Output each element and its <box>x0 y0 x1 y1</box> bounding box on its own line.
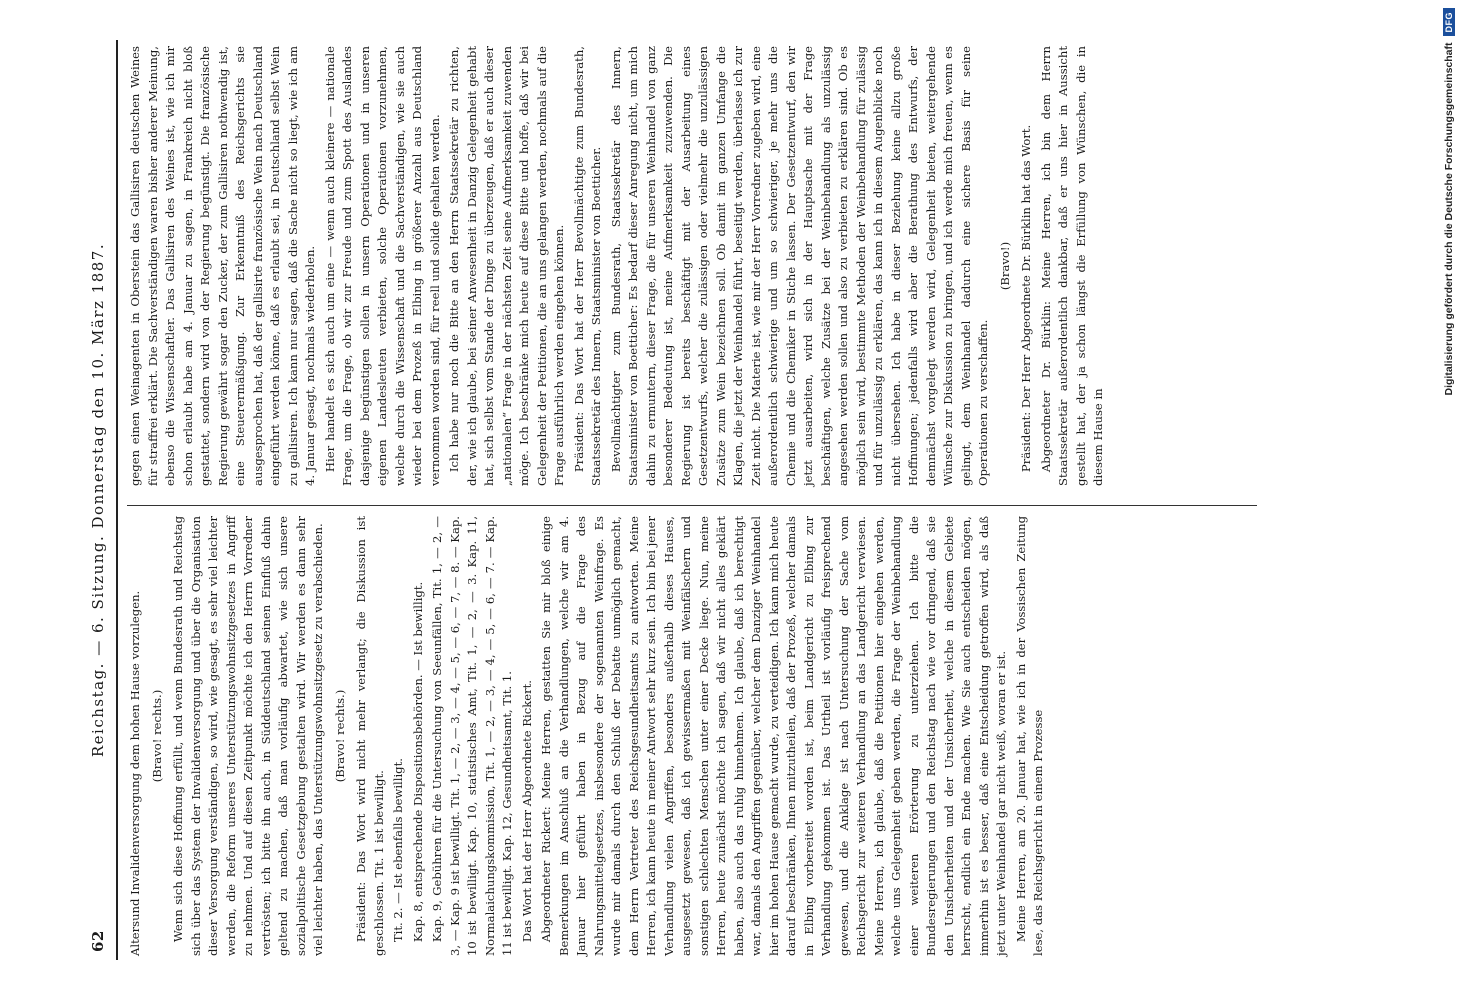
paragraph: Kap. 9, Gebühren für die Untersuchung von Seeunfällen, Tit. 1, — 2, — 3, — Kap. 9 ist bewilligt. Tit. 1, — 2, — 3, — 4, — 5, — 6, — 7, — 8. — Kap. 10 ist bewilligt. Kap. 10, statistisches Amt, Tit. 1, — 2, — 3. Kap. 11, Normalaichungskommission, Tit. 1, — 2, — 3, — 4, — 5, — 6, — 7. — Kap. 11 ist bewilligt. Kap. 12, Gesundheitsamt, Tit. 1. <box>430 516 514 956</box>
paragraph: Tit. 2. — Ist ebenfalls bewilligt. <box>391 758 405 943</box>
paragraph: Ich habe nur noch die Bitte an den Herrn Staatssekretär zu richten, der, wie ich glaube, bei seiner Anwesenheit in Danzig Gelegenheit gehabt hat, sich selbst vom Stande der Dinge zu überzeugen, daß er auch dieser „nationalen“ Frage in der nächsten Zeit seine Aufmerksamkeit zuwenden möge. Ich beschränke mich heute auf diese Bitte und hoffe, daß wir bei Gelegenheit der Petitionen, die an uns gelangen werden, nochmals auf die Frage ausführlich werden eingehen können. <box>447 46 566 486</box>
running-title: Reichstag. — 6. Sitzung. Donnerstag den 10. März 1887. <box>89 242 107 758</box>
paragraph: Präsident: Der Herr Abgeordnete Dr. Bürklin hat das Wort. <box>1019 124 1033 473</box>
paragraph: Hier handelt es sich auch um eine — wenn auch kleinere — nationale Frage, um die Frage, ob wir zur Freude und zum Spott des Auslandes dasjenige begünstigen sollen in unsern Operationen und in unseren eigenen Landesleuten verbieten, solche Operationen vorzunehmen, welche durch die Wissenschaft und die Sachverständigen, wie sie auch wieder bei dem Prozeß in Elbing in größerer Anzahl aus Deutschland vernommen worden sind, für reell und solide gehalten werden. <box>322 46 442 486</box>
reaction: (Bravo! rechts.) <box>332 689 347 783</box>
paragraph: Kap. 8, entsprechende Dispositionsbehörden. — Ist bewilligt. <box>410 581 425 943</box>
paragraph: Das Wort hat der Herr Abgeordnete Rickert. <box>519 680 534 943</box>
reaction: (Bravo!) <box>997 241 1012 291</box>
funding-note <box>1398 0 1455 1000</box>
paragraph: Abgeordneter Rickert: Meine Herren, gestatten Sie mir bloß einige Bemerkungen im Anschluß an die Verhandlungen, welche wir am 4. Januar hier geführt haben in Bezug auf die Frage des Nahrungsmittelgesetzes, insbesondere der sogenannten Weinfrage. Es wurde mir damals durch den Schluß der Debatte unmöglich gemacht, dem Herrn Vertreter des Reichsgesundheitsamts zu antworten. Meine Herren, ich kann heute in meiner Antwort sehr kurz sein. Ich bin bei jener Verhandlung vielen Angriffen, besonders außerhalb dieses Hauses, ausgesetzt gewesen, daß ich gewissermaßen mit Weinfälschern und sonstigen schlechten Menschen unter einer Decke liege. Nun, meine Herren, heute zunächst möchte ich sagen, daß wir nicht alles geklärt haben, also auch das ruhig hinnehmen. Ich glaube, daß ich berechtigt war, damals den Angriffen gegenüber, welcher dem Danziger Weinhandel hier im hohen Hause gemacht wurde, zu verteidigen. Ich kann mich heute darauf beschränken, Ihnen mitzutheilen, daß der Prozeß, welcher damals in Elbing vorbereitet worden ist, beim Landgericht zu Elbing zur Verhandlung gekommen ist. Das Urtheil ist vorläufig freisprechend gewesen, und die Anklage ist nach Untersuchung der Sache vom Reichsgericht zur weiteren Verhandlung an das Landgericht verwiesen. Meine Herren, ich glaube, daß die Petitionen hier eingehen werden, welche uns Gelegenheit geben werden, die Frage der Weinbehandlung einer weiteren Erörterung zu unterziehen. Ich bitte die Bundesregierungen und den Reichstag nach wie vor dringend, daß sie den Unsicherheiten und der Unsicherheit, welche in diesem Gebiete herrscht, endlich ein Ende machen. Wie Sie auch entscheiden mögen, immerhin ist es besser, daß eine Entscheidung getroffen wird, als daß jetzt unter Weinhandel gar nicht weiß, woran er ist. <box>539 516 1008 956</box>
paragraph: Präsident: Das Wort hat der Herr Bevollmächtigte zum Bundesrath, Staatssekretär des Innern, Staatsminister von Boetticher. <box>571 46 603 486</box>
paragraph: Wenn sich diese Hoffnung erfüllt, und wenn Bundesrath und Reichstag sich über das System der Invalidenversorgung und über die Organisation dieser Versorgung verständigen, so wird, wie gesagt, es sehr viel leichter werden, die Reform unseres Unterstützungswohnsitzgesetzes in Angriff zu nehmen. Und auf diesen Zeitpunkt möchte ich den Herrn Vorredner vertrösten; ich bitte ihn auch, in Süddeutschland seinen Einfluß dahin geltend zu machen, daß man vorläufig abwartet, wie sich unsere sozialpolitische Gesetzgebung gestalten wird. Wir werden es dann sehr viel leichter haben, das Unterstützungswohnsitzgesetz zu verabschieden. <box>171 516 325 956</box>
column-divider <box>127 505 1257 506</box>
running-head <box>89 48 111 952</box>
dfg-logo: DFG <box>1443 8 1455 37</box>
scanned-page <box>61 0 1361 1000</box>
paragraph: Altersund Invalidenversorgung dem hohen Hause vorzulegen. <box>128 590 142 956</box>
paragraph: Abgeordneter Dr. Bürklin: Meine Herren, ich bin dem Herrn Staatssekretär außerordentlich dankbar, daß er uns hier in Aussicht gestellt hat, der ja schon längst die Erfüllung von Wünschen, die in diesem Hause in <box>1038 46 1105 486</box>
header-rule <box>116 40 118 960</box>
funding-text: Digitalisierung gefördert durch die Deutsche Forschungsgemeinschaft <box>1443 42 1455 396</box>
paragraph: gegen einen Weinagenten in Oberstein das Gallisiren deutschen Weines für straffrei erklärt. Die Sachverständigen waren bisher anderer Meinung, ebenso die Wissenschaftler. Das Gallisiren des Weines ist, wie ich mir schon erlaubt habe am 4. Januar zu sagen, in Frankreich nicht bloß gestattet, sondern wird von der Regierung begünstigt. Die französische Regierung gewährt sogar den Zucker, der zum Gallisiren nothwendig ist, eine Steuerermäßigung. Zur Erkenntniß des Reichsgerichts sie ausgesprochen hat, daß der gallisirte französische Wein nach Deutschland eingeführt werden könne, daß es erlaubt sei, in Deutschland selbst Wein zu gallisiren. Ich kann nur sagen, daß die Sache nicht so liegt, wie ich am 4. Januar gesagt, nochmals wiederholen. <box>128 46 317 486</box>
left-column <box>127 516 1267 956</box>
page-number: 62 <box>89 930 107 952</box>
reaction: (Bravo! rechts.) <box>149 689 164 783</box>
right-column <box>127 46 1267 486</box>
paragraph: Meine Herren, am 20. Januar hat, wie ich in der Vossischen Zeitung lese, das Reichsgericht in einem Prozesse <box>1013 516 1045 956</box>
paragraph: Bevollmächtigter zum Bundesrath, Staatssekretär des Innern, Staatsminister von Boetticher: Es bedarf dieser Anregung nicht, um mich dahin zu ermuntern, dieser Frage, die für unseren Weinhandel von ganz besonderer Bedeutung ist, meine Aufmerksamkeit zuzuwenden. Die Regierung ist bereits beschäftigt mit der Ausarbeitung eines Gesetzentwurfs, welcher die zulässigen oder vielmehr die unzulässigen Zusätze zum Wein bezeichnen soll. Ob damit im ganzen Umfange die Klagen, die jetzt der Weinhandel führt, beseitigt werden, überlasse ich zur Zeit nicht. Die Materie ist, wie mir der Herr Vorredner zugeben wird, eine außerordentlich schwierige und um so schwieriger, je mehr uns die Chemie und die Chemiker in Stiche lassen. Der Gesetzentwurf, den wir jetzt ausarbeiten, wird sich in der Hauptsache mit der Frage beschäftigen, welche Zusätze bei der Weinbehandlung als unzulässig angesehen werden sollen und also zu verbieten zu erklären sind. Ob es möglich sein wird, bestimmte Methoden der Weinbehandlung für zulässig und für unzulässig zu erklären, das kann ich in diesem Augenblicke noch nicht übersehen. Ich habe in dieser Beziehung keine allzu große Hoffnungen; jedenfalls wird aber die Berathung des Entwurfs, der demnächst vorgelegt werden wird, Gelegenheit bieten, weitergehende Wünsche zur Diskussion zu bringen, und ich werde mich freuen, wenn es gelingt, dem Weinhandel dadurch eine sichere Basis für seine Operationen zu verschaffen. <box>608 46 990 486</box>
paragraph: Präsident: Das Wort wird nicht mehr verlangt; die Diskussion ist geschlossen. Tit. 1 ist bewilligt. <box>354 516 386 956</box>
